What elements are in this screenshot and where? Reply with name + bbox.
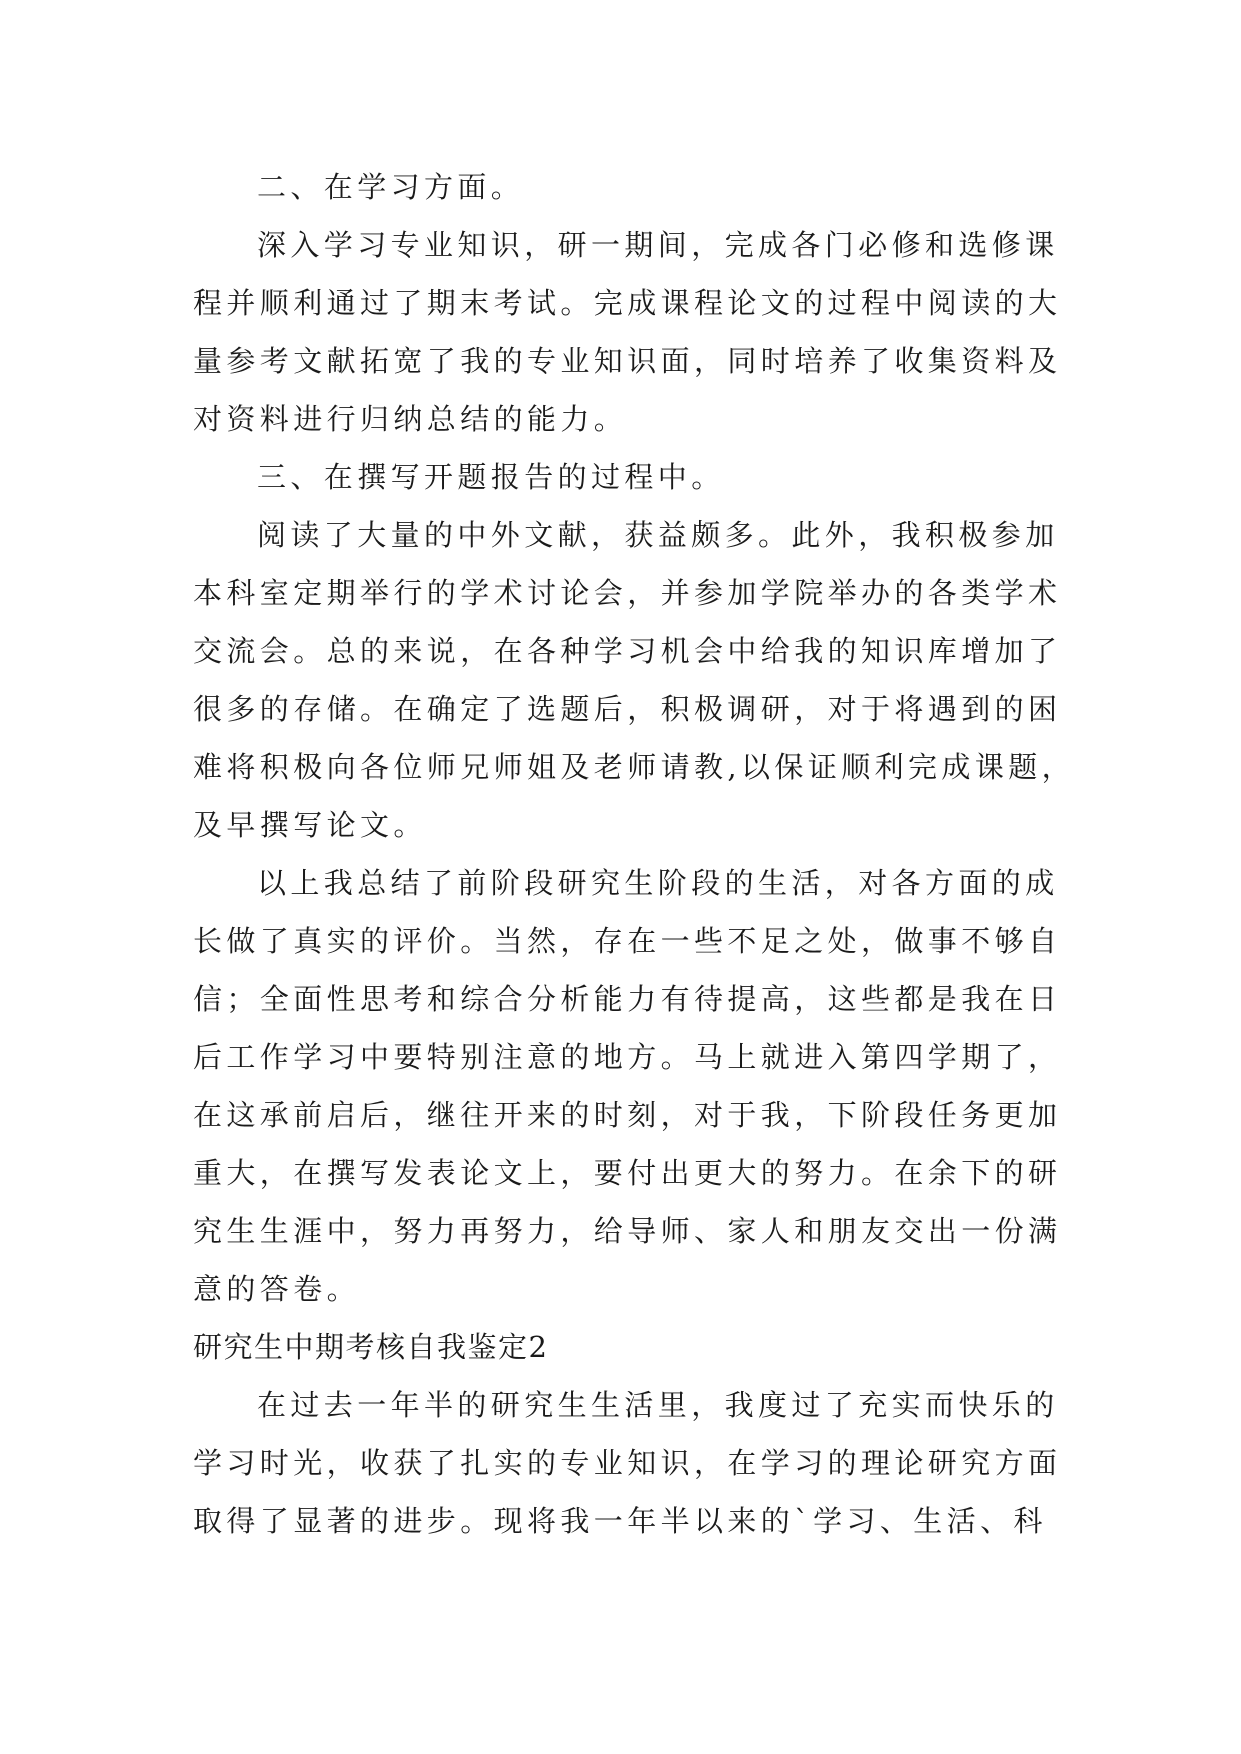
paragraph-line: 深入学习专业知识，研一期间，完成各门必修和选修课 (257, 228, 1059, 262)
paragraph-line: 学习时光，收获了扎实的专业知识，在学习的理论研究方面 (193, 1446, 1062, 1480)
paragraph-line: 交流会。总的来说，在各种学习机会中给我的知识库增加了 (193, 634, 1062, 668)
paragraph-line: 程并顺利通过了期末考试。完成课程论文的过程中阅读的大 (193, 286, 1062, 320)
paragraph-line: 信；全面性思考和综合分析能力有待提高，这些都是我在日 (193, 982, 1062, 1016)
paragraph-line: 究生生涯中，努力再努力，给导师、家人和朋友交出一份满 (193, 1214, 1062, 1248)
paragraph-line: 阅读了大量的中外文献，获益颇多。此外，我积极参加 (257, 518, 1059, 552)
document-title-2: 研究生中期考核自我鉴定2 (193, 1330, 549, 1364)
paragraph-line: 长做了真实的评价。当然，存在一些不足之处，做事不够自 (193, 924, 1062, 958)
paragraph-line: 重大，在撰写发表论文上，要付出更大的努力。在余下的研 (193, 1156, 1062, 1190)
paragraph-line: 很多的存储。在确定了选题后，积极调研，对于将遇到的困 (193, 692, 1062, 726)
paragraph-line: 取得了显著的进步。现将我一年半以来的`学习、生活、科 (193, 1504, 1047, 1538)
document-body (193, 158, 1076, 1550)
paragraph-line: 对资料进行归纳总结的能力。 (193, 402, 628, 436)
paragraph-line: 量参考文献拓宽了我的专业知识面，同时培养了收集资料及 (193, 344, 1062, 378)
section-heading-study: 二、在学习方面。 (257, 170, 525, 204)
paragraph-line: 本科室定期举行的学术讨论会，并参加学院举办的各类学术 (193, 576, 1062, 610)
paragraph-line: 意的答卷。 (193, 1272, 361, 1306)
paragraph-line: 在这承前启后，继往开来的时刻，对于我，下阶段任务更加 (193, 1098, 1062, 1132)
paragraph-line: 后工作学习中要特别注意的地方。马上就进入第四学期了， (193, 1040, 1062, 1074)
paragraph-line: 以上我总结了前阶段研究生阶段的生活，对各方面的成 (257, 866, 1059, 900)
paragraph-line: 难将积极向各位师兄师姐及老师请教,以保证顺利完成课题， (193, 750, 1076, 784)
section-heading-proposal: 三、在撰写开题报告的过程中。 (257, 460, 725, 494)
paragraph-line: 及早撰写论文。 (193, 808, 427, 842)
paragraph-line: 在过去一年半的研究生生活里，我度过了充实而快乐的 (257, 1388, 1059, 1422)
